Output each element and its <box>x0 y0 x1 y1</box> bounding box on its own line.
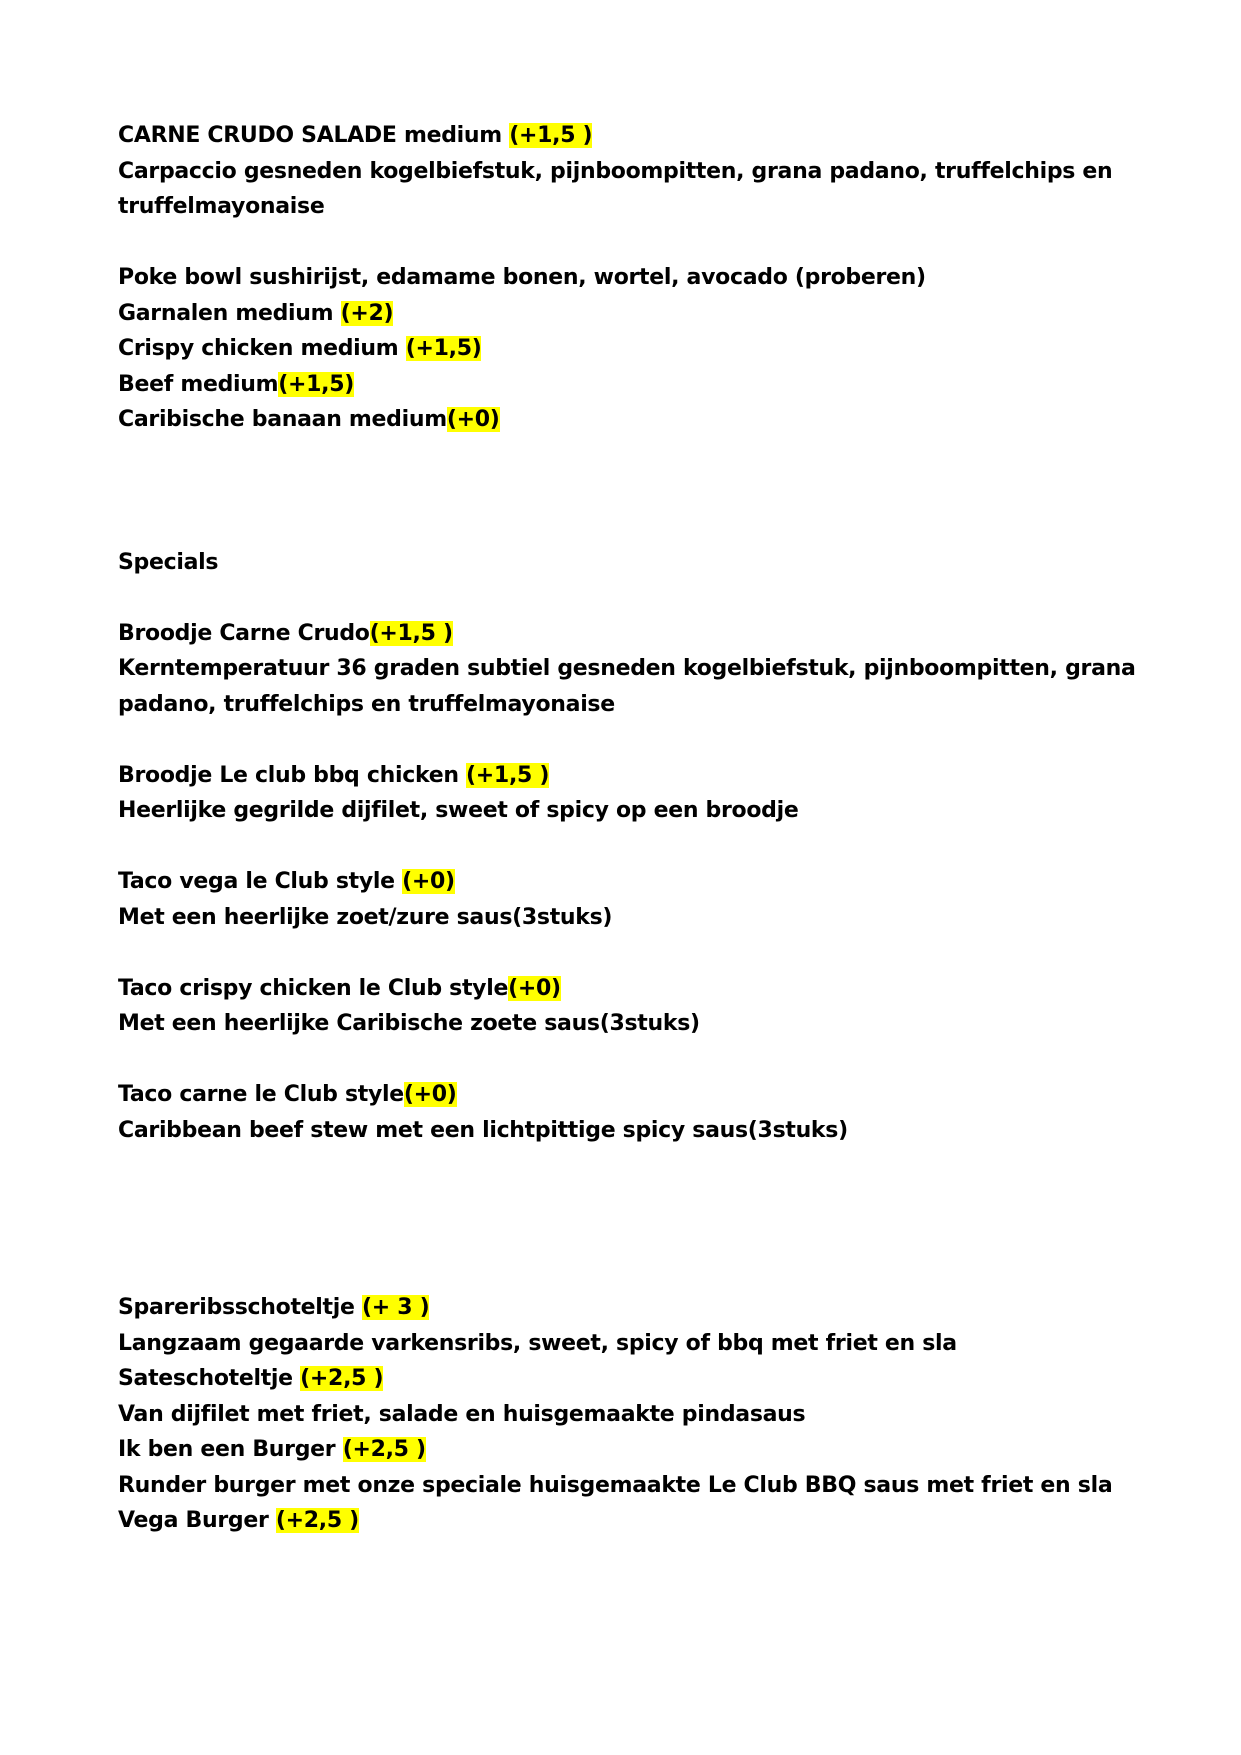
menu-item-taco-vega <box>118 864 1198 900</box>
poke-option-beef <box>118 367 1198 403</box>
price-supplement: (+0) <box>446 407 500 432</box>
item-description: Runder burger met onze speciale huisgemaakte Le Club BBQ saus met friet en sla <box>118 1472 1113 1498</box>
item-title: Vega Burger <box>118 1508 276 1533</box>
price-supplement: (+2,5 ) <box>275 1508 359 1533</box>
price-supplement: (+1,5) <box>278 371 354 397</box>
item-title: Taco carne le Club style <box>118 1082 404 1107</box>
spacer <box>118 722 1198 758</box>
item-title: Taco vega le Club style <box>118 869 403 894</box>
poke-option-caribische-banaan <box>118 402 1198 438</box>
item-description: Caribbean beef stew met een lichtpittige spicy saus(3stuks) <box>118 1117 848 1143</box>
item-title: Crispy chicken medium <box>118 336 406 361</box>
section-heading-specials: Specials <box>118 549 219 575</box>
price-supplement: (+1,5) <box>405 336 482 361</box>
spacer <box>118 438 1198 545</box>
item-description: Met een heerlijke zoet/zure saus(3stuks) <box>118 904 613 930</box>
menu-item-broodje-bbq-chicken <box>118 758 1198 794</box>
item-title: Taco crispy chicken le Club style <box>118 975 509 1001</box>
price-supplement: (+2,5 ) <box>342 1437 426 1462</box>
price-supplement: (+0) <box>508 975 561 1001</box>
menu-item-ik-ben-een-burger <box>118 1432 1198 1468</box>
price-supplement: (+2,5 ) <box>300 1366 384 1391</box>
price-supplement: (+0) <box>403 1082 457 1107</box>
item-description: Heerlijke gegrilde dijfilet, sweet of spicy op een broodje <box>118 798 799 823</box>
price-supplement: (+0) <box>402 869 455 894</box>
item-title: Ik ben een Burger <box>118 1437 343 1462</box>
menu-item-taco-carne <box>118 1077 1198 1113</box>
item-title: Garnalen medium <box>118 300 341 326</box>
item-title: Sateschoteltje <box>118 1366 301 1391</box>
spacer <box>118 935 1198 971</box>
menu-item-broodje-carne-crudo <box>118 616 1198 652</box>
item-description: Langzaam gegaarde varkensribs, sweet, spicy of bbq met friet en sla <box>118 1330 957 1356</box>
price-supplement: (+1,5 ) <box>466 762 550 788</box>
price-supplement: (+1,5 ) <box>369 620 453 646</box>
item-description: Kerntemperatuur 36 graden subtiel gesneden kogelbiefstuk, pijnboompitten, grana padano, truffelchips en truffelmayonaise <box>118 656 1136 717</box>
item-description: Van dijfilet met friet, salade en huisgemaakte pindasaus <box>118 1401 806 1427</box>
item-title: Caribische banaan medium <box>118 407 447 432</box>
menu-item-vega-burger <box>118 1503 1198 1539</box>
item-description: Carpaccio gesneden kogelbiefstuk, pijnboompitten, grana padano, truffelchips en truffelmayonaise <box>118 158 1113 219</box>
menu-item-taco-crispy-chicken <box>118 971 1198 1007</box>
item-title: Broodje Carne Crudo <box>118 620 370 646</box>
menu-document <box>118 118 1198 1539</box>
price-supplement: (+2) <box>340 300 394 326</box>
item-title: CARNE CRUDO SALADE medium <box>118 123 510 148</box>
poke-option-garnalen <box>118 296 1198 332</box>
menu-item-sateschoteltje <box>118 1361 1198 1397</box>
menu-item-carne-crudo-salade <box>118 118 1198 154</box>
item-title: Beef medium <box>118 371 279 397</box>
spacer <box>118 1042 1198 1078</box>
item-description: Met een heerlijke Caribische zoete saus(3stuks) <box>118 1011 700 1036</box>
item-title: Broodje Le club bbq chicken <box>118 762 467 788</box>
price-supplement: (+1,5 ) <box>509 123 593 148</box>
menu-item-poke-bowl: Poke bowl sushirijst, edamame bonen, wortel, avocado (proberen) <box>118 265 926 290</box>
item-title: Spareribsschoteltje <box>118 1295 362 1320</box>
price-supplement: (+ 3 ) <box>361 1295 430 1320</box>
poke-option-crispy-chicken <box>118 331 1198 367</box>
spacer <box>118 580 1198 616</box>
menu-item-spareribsschoteltje <box>118 1290 1198 1326</box>
spacer <box>118 1148 1198 1290</box>
spacer <box>118 829 1198 865</box>
spacer <box>118 225 1198 261</box>
